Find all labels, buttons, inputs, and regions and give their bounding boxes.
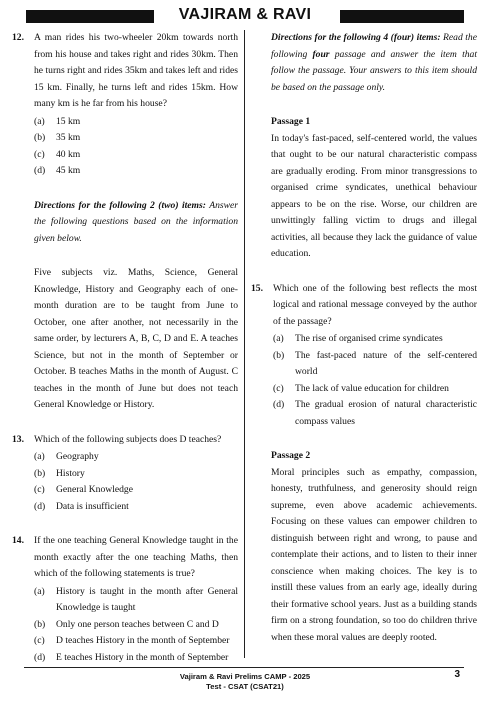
option-a xyxy=(34,584,238,617)
option-label: (b) xyxy=(34,467,46,479)
option-text: Data is insufficient xyxy=(56,500,129,512)
option-d xyxy=(273,397,477,430)
option-text: The gradual erosion of natural characteristic compass values xyxy=(295,399,477,427)
question-number: 14. xyxy=(12,535,24,546)
passage-2-title: Passage 2 xyxy=(271,450,311,461)
directions-heading: Directions for the following 2 (two) items: xyxy=(34,199,206,211)
question-15-options xyxy=(251,331,477,430)
option-d xyxy=(34,499,238,516)
option-text: 15 km xyxy=(56,115,81,127)
directions-text: Read the following xyxy=(271,32,477,60)
option-label: (c) xyxy=(34,635,45,646)
question-12 xyxy=(12,30,238,113)
directions-2-items xyxy=(12,198,238,248)
option-label: (c) xyxy=(34,148,45,160)
footer-divider xyxy=(24,667,464,668)
header-bar-right xyxy=(340,10,464,23)
option-c xyxy=(34,633,238,650)
option-b xyxy=(34,617,238,634)
option-text: E teaches History in the month of September xyxy=(56,651,229,663)
question-number: 12. xyxy=(12,32,24,43)
brand-title: VAJIRAM & RAVI xyxy=(178,6,312,23)
directions-text: passage and answer the item that follow the passage. Your answers to this item should be based on the passage only. xyxy=(271,48,477,93)
question-13 xyxy=(12,432,238,449)
question-text: A man rides his two-wheeler 20km towards north from his house and takes right and rides 30km. Then he turns right and rides 35km and takes left and rides 15 km. Finally, he turns left and rides 15km. How many km is he far from his house? xyxy=(34,32,238,109)
option-label: (d) xyxy=(34,500,46,512)
option-a xyxy=(34,114,238,131)
footer-line-1: Vajiram & Ravi Prelims CAMP - 2025 xyxy=(179,672,311,681)
question-14 xyxy=(12,533,238,583)
page-number: 3 xyxy=(454,669,460,680)
directions-text: Answer the following questions based on the information given below. xyxy=(34,199,238,244)
question-13-options xyxy=(12,449,238,515)
option-c xyxy=(34,147,238,164)
passage-2-text: Moral principles such as empathy, compassion, honesty, truthfulness, and generosity should reign supreme, even above academic achievements. Focusing on these values can empower children to distinguish between right and wrong, to pause and contemplate their actions, and to listen to their inner conscience when making choices. The key is to instill these values from an early age, ideally during their formative school years. Just as a building stands firm on a strong foundation, so too do children thrive when these moral values are deeply rooted. xyxy=(271,466,477,643)
option-label: (c) xyxy=(273,382,284,394)
option-label: (d) xyxy=(273,399,285,410)
option-text: The rise of organised crime syndicates xyxy=(295,333,443,344)
question-number: 13. xyxy=(12,433,24,445)
question-15 xyxy=(251,281,477,331)
directions-heading: Directions for the following 4 (four) items: xyxy=(271,32,441,43)
directions-4-items xyxy=(251,30,477,96)
option-c xyxy=(273,381,477,398)
option-label: (d) xyxy=(34,651,46,663)
page-header xyxy=(26,8,464,26)
option-text: 35 km xyxy=(56,132,81,143)
page-footer xyxy=(0,672,490,692)
option-text: 40 km xyxy=(56,148,81,160)
option-b xyxy=(273,348,477,381)
passage-1-text: In today's fast-paced, self-centered world, the values that ought to be our natural characteristic compass are gradually eroding. From minor transgressions to organised crime syndicates, unethical behaviour appears to be on the rise. Worse, our children are unwittingly falling victim to drugs and illegal activities, all because they lack the guidance of value education. xyxy=(271,132,477,259)
column-divider xyxy=(244,30,245,658)
option-text: Only one person teaches between C and D xyxy=(56,618,219,630)
option-d xyxy=(34,650,238,667)
option-label: (a) xyxy=(34,585,45,597)
option-label: (b) xyxy=(273,349,285,361)
option-text: General Knowledge xyxy=(56,484,133,495)
option-text: D teaches History in the month of September xyxy=(56,635,230,646)
option-label: (d) xyxy=(34,165,46,176)
question-14-options xyxy=(12,584,238,667)
option-label: (a) xyxy=(273,333,284,344)
option-label: (b) xyxy=(34,618,46,630)
option-b xyxy=(34,466,238,483)
question-number: 15. xyxy=(251,282,263,294)
question-12-options xyxy=(12,114,238,180)
option-text: The lack of value education for children xyxy=(295,382,449,394)
option-label: (a) xyxy=(34,115,45,127)
option-d xyxy=(34,163,238,180)
option-c xyxy=(34,482,238,499)
option-b xyxy=(34,130,238,147)
question-text: Which one of the following best reflects the most logical and rational message conveyed by the author of the passage? xyxy=(273,282,477,327)
option-text: The fast-paced nature of the self-centered world xyxy=(295,349,477,377)
question-text: If the one teaching General Knowledge taught in the month exactly after the one teaching Maths, then which of the following statements is true? xyxy=(34,535,238,579)
option-text: Geography xyxy=(56,451,99,462)
option-a xyxy=(34,449,238,466)
option-text: 45 km xyxy=(56,165,81,176)
question-text: Which of the following subjects does D teaches? xyxy=(34,433,222,445)
directions-emphasis: four xyxy=(312,48,330,60)
option-text: History xyxy=(56,467,85,479)
option-label: (a) xyxy=(34,451,45,462)
option-label: (c) xyxy=(34,484,45,495)
option-text: History is taught in the month after General Knowledge is taught xyxy=(56,585,238,613)
option-a xyxy=(273,331,477,348)
left-column xyxy=(12,30,238,666)
info-paragraph: Five subjects viz. Maths, Science, General Knowledge, History and Geography each of one-month duration are to be taught from June to October, one after another, not necessarily in the same order, by lecturers A, B, C, D and E. A teaches Science, but not in the month of September or October. B teaches Maths in the month of August. C teaches in the month of June but does not teach General Knowledge or History. xyxy=(34,267,238,410)
option-label: (b) xyxy=(34,132,46,143)
passage-1-title: Passage 1 xyxy=(271,116,311,127)
footer-line-2: Test - CSAT (CSAT21) xyxy=(206,682,284,691)
right-column xyxy=(251,30,477,646)
